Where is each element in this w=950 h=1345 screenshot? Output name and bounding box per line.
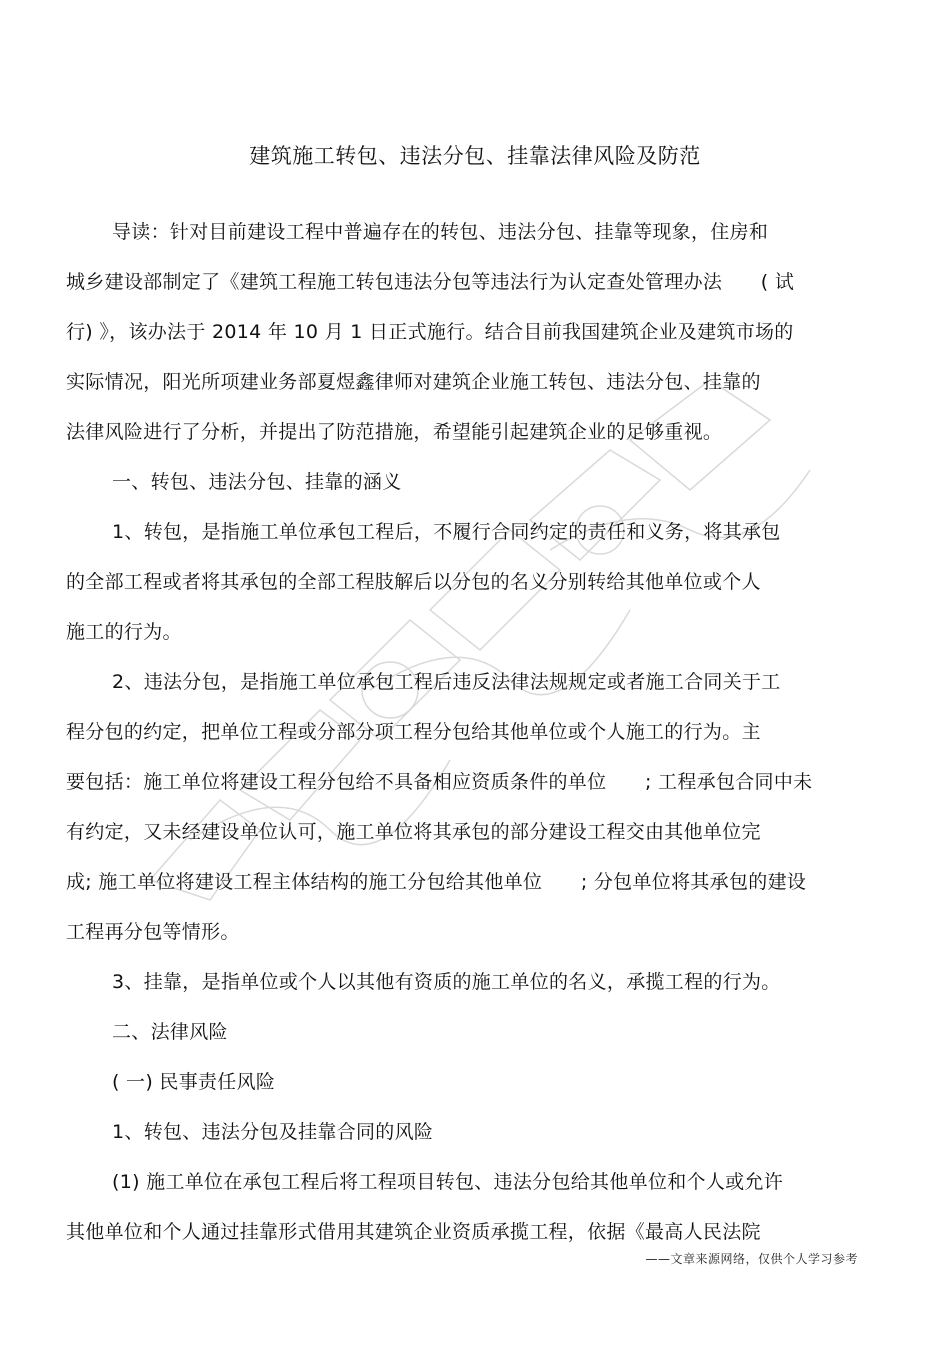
paragraph-line: 3、挂靠，是指单位或个人以其他有资质的施工单位的名义，承揽工程的行为。 xyxy=(112,971,781,993)
section-heading: 一、转包、违法分包、挂靠的涵义 xyxy=(112,471,402,493)
paragraph-line: 其他单位和个人通过挂靠形式借用其建筑企业资质承揽工程，依据《最高人民法院 xyxy=(66,1221,761,1243)
paragraph-line: 法律风险进行了分析，并提出了防范措施，希望能引起建筑企业的足够重视。 xyxy=(66,421,723,443)
paragraph-line: 有约定，又未经建设单位认可，施工单位将其承包的部分建设工程交由其他单位完 xyxy=(66,821,761,843)
paragraph-line: 导读：针对目前建设工程中普遍存在的转包、违法分包、挂靠等现象，住房和 xyxy=(112,221,769,243)
paragraph-line: 成; 施工单位将建设工程主体结构的施工分包给其他单位 ; 分包单位将其承包的建设 xyxy=(66,871,807,893)
paragraph-line: 实际情况，阳光所项建业务部夏煜鑫律师对建筑企业施工转包、违法分包、挂靠的 xyxy=(66,371,761,393)
paragraph-line: 城乡建设部制定了《建筑工程施工转包违法分包等违法行为认定查处管理办法 ( 试 xyxy=(66,271,795,293)
paragraph-line: 施工的行为。 xyxy=(66,621,182,643)
paragraph-line: 的全部工程或者将其承包的全部工程肢解后以分包的名义分别转给其他单位或个人 xyxy=(66,571,761,593)
subsection-heading: ( 一) 民事责任风险 xyxy=(112,1071,276,1093)
paragraph-line: 要包括：施工单位将建设工程分包给不具备相应资质条件的单位 ; 工程承包合同中未 xyxy=(66,771,813,793)
paragraph-line: 2、违法分包，是指施工单位承包工程后违反法律法规规定或者施工合同关于工 xyxy=(112,671,781,693)
paragraph-line: 1、转包，是指施工单位承包工程后，不履行合同约定的责任和义务，将其承包 xyxy=(112,521,781,543)
section-heading: 二、法律风险 xyxy=(112,1021,228,1043)
paragraph-line: (1) 施工单位在承包工程后将工程项目转包、违法分包给其他单位和个人或允许 xyxy=(112,1171,784,1193)
paragraph-line: 程分包的约定，把单位工程或分部分项工程分包给其他单位或个人施工的行为。主 xyxy=(66,721,761,743)
paragraph-line: 行) 》，该办法于 2014 年 10 月 1 日正式施行。结合目前我国建筑企业及建筑市场的 xyxy=(66,321,794,343)
document-title: 建筑施工转包、违法分包、挂靠法律风险及防范 xyxy=(249,144,701,168)
paragraph-line: 工程再分包等情形。 xyxy=(66,921,240,943)
subsection-heading: 1、转包、违法分包及挂靠合同的风险 xyxy=(112,1121,434,1143)
source-footnote: ——文章来源网络，仅供个人学习参考 xyxy=(645,1252,858,1266)
